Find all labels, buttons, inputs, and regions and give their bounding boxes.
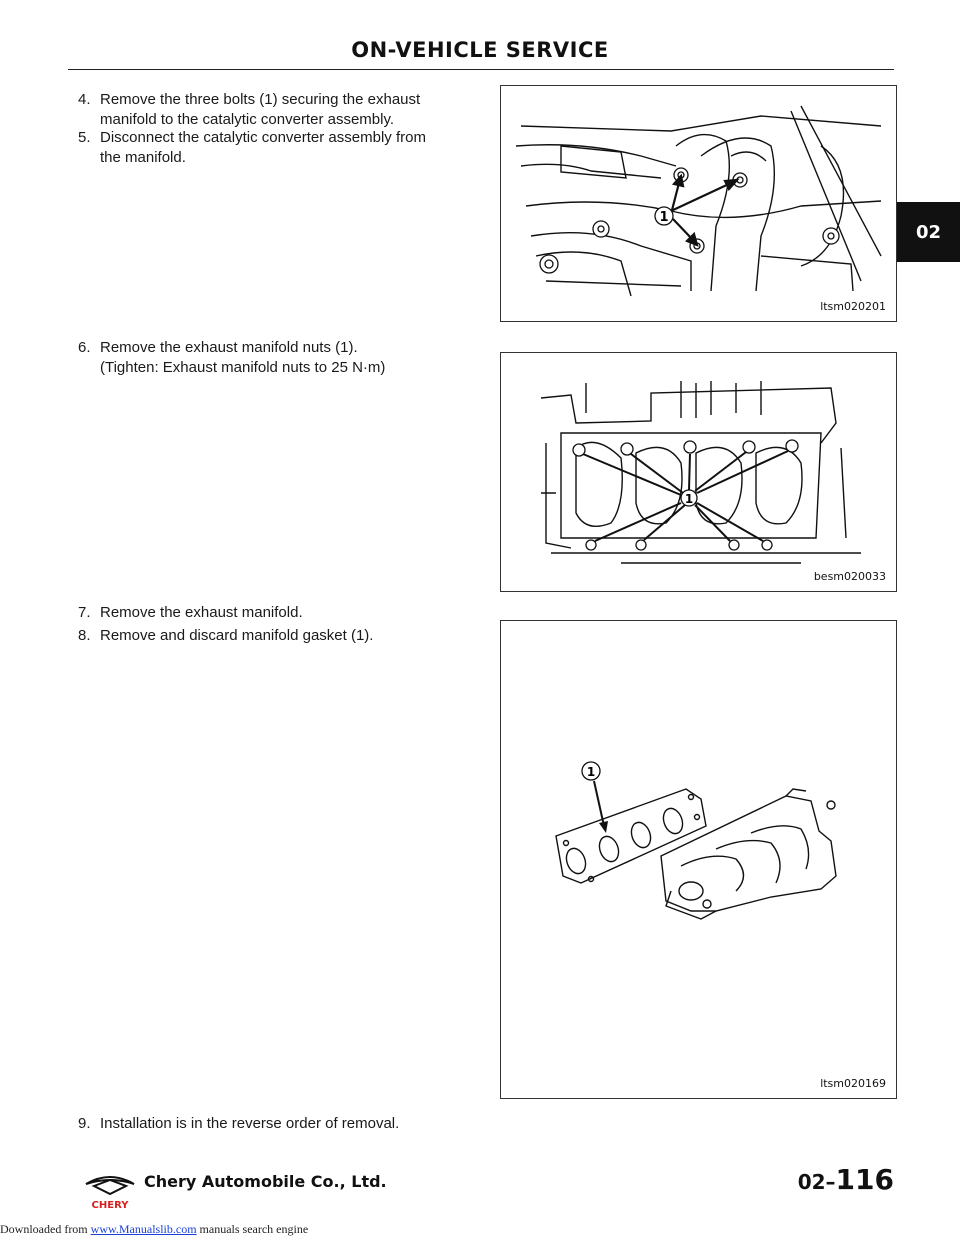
step-8	[78, 626, 468, 646]
section-tab[interactable]: 02	[897, 202, 960, 262]
step-text: Remove the exhaust manifold nuts (1).	[100, 339, 358, 356]
figure-exhaust-manifold-nuts	[500, 352, 897, 592]
step-number: 6.	[78, 339, 91, 356]
step-number: 4.	[78, 91, 91, 108]
figure-callout: 1	[684, 492, 694, 506]
figure-code: besm020033	[813, 570, 886, 583]
step-number: 8.	[78, 627, 91, 644]
page-number-value: 116	[835, 1163, 894, 1196]
download-notice	[0, 1222, 308, 1237]
figure-callout: 1	[586, 765, 596, 779]
step-4	[78, 90, 468, 130]
step-text: Disconnect the catalytic converter assembly from	[100, 129, 426, 146]
engine-bay-illustration	[501, 86, 896, 321]
manifold-gasket-illustration	[501, 621, 896, 1098]
step-9	[78, 1114, 468, 1134]
footer-brand: Chery Automobile Co., Ltd.	[144, 1172, 387, 1191]
figure-callout: 1	[659, 210, 669, 225]
step-text-continued: the manifold.	[100, 149, 186, 166]
figure-manifold-gasket	[500, 620, 897, 1099]
page-title: ON-VEHICLE SERVICE	[351, 38, 609, 62]
logo-wordmark: CHERY	[91, 1200, 129, 1211]
manifold-nuts-illustration	[501, 353, 896, 591]
step-text-continued: (Tighten: Exhaust manifold nuts to 25 N·m)	[100, 359, 386, 376]
figure-code: ltsm020169	[820, 1077, 886, 1090]
header-rule	[68, 69, 894, 70]
step-number: 5.	[78, 129, 91, 146]
step-6	[78, 338, 468, 378]
page-prefix: 02–	[797, 1170, 836, 1194]
step-text: Remove the three bolts (1) securing the exhaust	[100, 91, 421, 108]
step-text: Remove the exhaust manifold.	[100, 604, 303, 621]
step-text-continued: manifold to the catalytic converter assembly.	[100, 111, 395, 128]
step-number: 7.	[78, 604, 91, 621]
download-suffix: manuals search engine	[199, 1222, 309, 1236]
chery-logo	[80, 1168, 140, 1212]
step-text: Remove and discard manifold gasket (1).	[100, 627, 374, 644]
step-7	[78, 603, 468, 623]
manualslib-link[interactable]: www.Manualslib.com	[90, 1222, 197, 1236]
step-5	[78, 128, 468, 168]
page-number	[798, 1163, 894, 1196]
figure-catalytic-converter-bolts	[500, 85, 897, 322]
step-text: Installation is in the reverse order of removal.	[100, 1115, 400, 1132]
download-prefix: Downloaded from	[0, 1222, 88, 1236]
step-number: 9.	[78, 1115, 91, 1132]
figure-code: ltsm020201	[820, 300, 886, 313]
